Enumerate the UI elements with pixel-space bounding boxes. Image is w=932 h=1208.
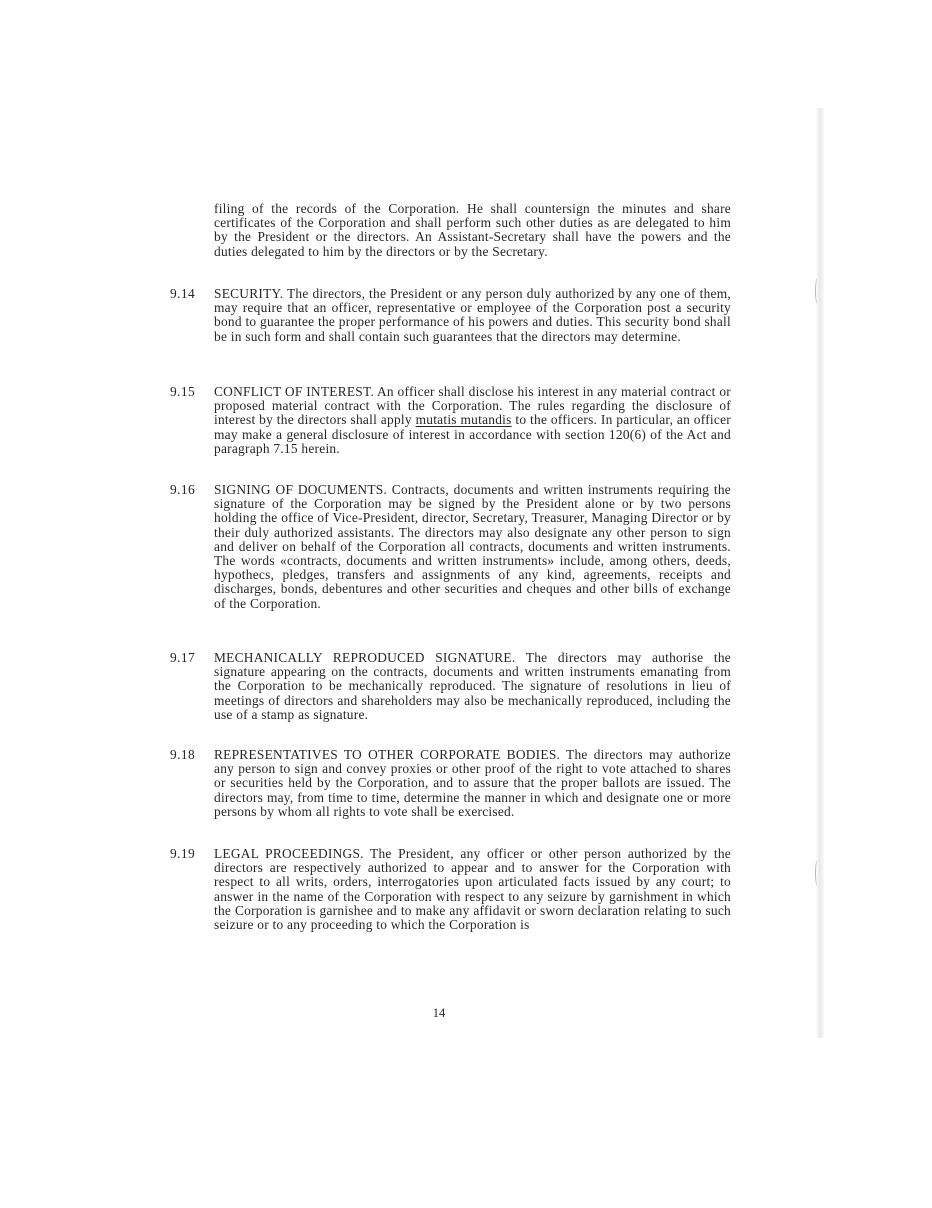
section-9-19-legal-proceedings: LEGAL PROCEEDINGS. The President, any officer or other person authorized by the directors are respectively authorized to appear and to answer for the Corporation with respect to all writs, orders, interrogatories upon articulated facts issued by any court; to answer in the name of the Corporation with respect to any seizure by garnishment in which the Corporation is garnishee and to make any affidavit or sworn declaration relating to such seizure or to any proceeding to which the Corporation is	[214, 846, 731, 933]
continuation-paragraph: filing of the records of the Corporation. He shall countersign the minutes and share certificates of the Corporation and shall perform such other duties as are delegated to him by the President or the directors. An Assistant-Secretary shall have the powers and the duties delegated to him by the directors or by the Secretary.	[214, 201, 731, 259]
section-text-after: to the officers. In particular, an officer may make a general disclosure of interest in accordance with section 120(6) of the Act and paragraph 7.15 herein.	[214, 412, 731, 456]
section-9-16-signing-of-documents: SIGNING OF DOCUMENTS. Contracts, documents and written instruments requiring the signature of the Corporation may be signed by the President alone or by two persons holding the office of Vice-President, director, Secretary, Treasurer, Managing Director or by their duly authorized assistants. The directors may also designate any other person to sign and deliver on behalf of the Corporation all contracts, documents and written instruments. The words «contracts, documents and written instruments» include, among others, deeds, hypothecs, pledges, transfers and assignments of any kind, agreements, receipts and discharges, bonds, debentures and other securities and cheques and other bills of exchange of the Corporation.	[214, 482, 731, 611]
page-number: 14	[432, 1006, 446, 1020]
section-number-9-15: 9.15	[170, 384, 196, 399]
section-number-9-18: 9.18	[170, 747, 196, 762]
section-number-9-17: 9.17	[170, 650, 196, 665]
section-number-9-19: 9.19	[170, 846, 196, 861]
section-9-18-representatives: REPRESENTATIVES TO OTHER CORPORATE BODIES. The directors may authorize any person to sign and convey proxies or other proof of the right to vote attached to shares or securities held by the Corporation, and to assure that the proper ballots are issued. The directors may, from time to time, determine the manner in which and designate one or more persons by whom all rights to vote shall be exercised.	[214, 747, 731, 819]
section-9-14-security: SECURITY. The directors, the President or any person duly authorized by any one of them, may require that an officer, representative or employee of the Corporation post a security bond to guarantee the proper performance of his powers and duties. This security bond shall be in such form and shall contain such guarantees that the directors may determine.	[214, 286, 731, 344]
section-9-15-conflict-of-interest	[214, 385, 731, 456]
section-number-9-14: 9.14	[170, 286, 196, 301]
underlined-latin-phrase: mutatis mutandis	[415, 412, 512, 428]
section-number-9-16: 9.16	[170, 482, 196, 497]
section-9-17-mechanically-reproduced-signature: MECHANICALLY REPRODUCED SIGNATURE. The directors may authorise the signature appearing on the contracts, documents and written instruments emanating from the Corporation to be mechanically reproduced. The signature of resolutions in lieu of meetings of directors and shareholders may also be mechanically reproduced, including the use of a stamp as signature.	[214, 650, 731, 722]
section-text-before: CONFLICT OF INTEREST. An officer shall disclose his interest in any material contract or proposed material contract with the Corporation. The rules regarding the disclosure of interest by the directors shall apply	[214, 384, 731, 428]
